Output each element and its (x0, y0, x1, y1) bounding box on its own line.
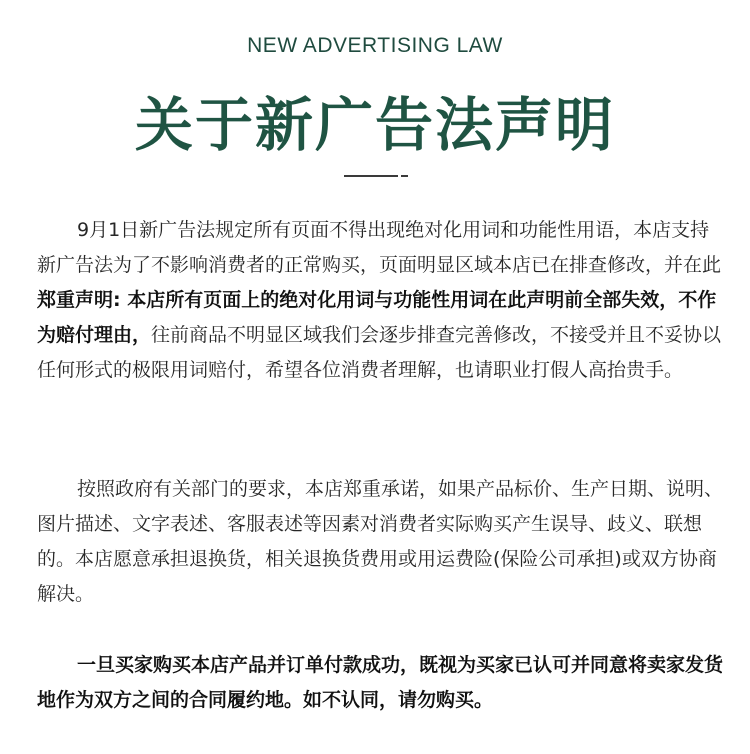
paragraph-ad-law-statement (37, 213, 727, 388)
paragraph1-text-before: 9月1日新广告法规定所有页面不得出现绝对化用词和功能性用语，本店支持新广告法为了不影响消费者的正常购买，页面明显区域本店已在排查修改，并在此 (37, 219, 722, 276)
paragraph1-bold-statement: 郑重声明: 本店所有页面上的绝对化用词与功能性用词在此声明前全部失效，不作为赔付理由， (37, 289, 717, 346)
title-divider-tick (401, 175, 408, 177)
title-divider (344, 175, 398, 177)
paragraph3-text: 一旦买家购买本店产品并订单付款成功，既视为买家已认可并同意将卖家发货地作为双方之间的合同履约地。如不认同，请勿购买。 (37, 654, 724, 711)
paragraph2-text: 按照政府有关部门的要求，本店郑重承诺，如果产品标价、生产日期、说明、图片描述、文字表述、客服表述等因素对消费者实际购买产生误导、歧义、联想的。本店愿意承担退换货，相关退换货费用或用运费险(保险公司承担)或双方协商解决。 (37, 478, 724, 605)
paragraph1-text-after: 往前商品不明显区域我们会逐步排查完善修改，不接受并且不妥协以任何形式的极限用词赔付，希望各位消费者理解，也请职业打假人高抬贵手。 (37, 324, 722, 381)
page-subtitle: NEW ADVERTISING LAW (247, 34, 503, 57)
page-title: 关于新广告法声明 (134, 91, 615, 159)
paragraph-return-commitment (37, 472, 727, 612)
paragraph-contract-location (37, 648, 727, 718)
